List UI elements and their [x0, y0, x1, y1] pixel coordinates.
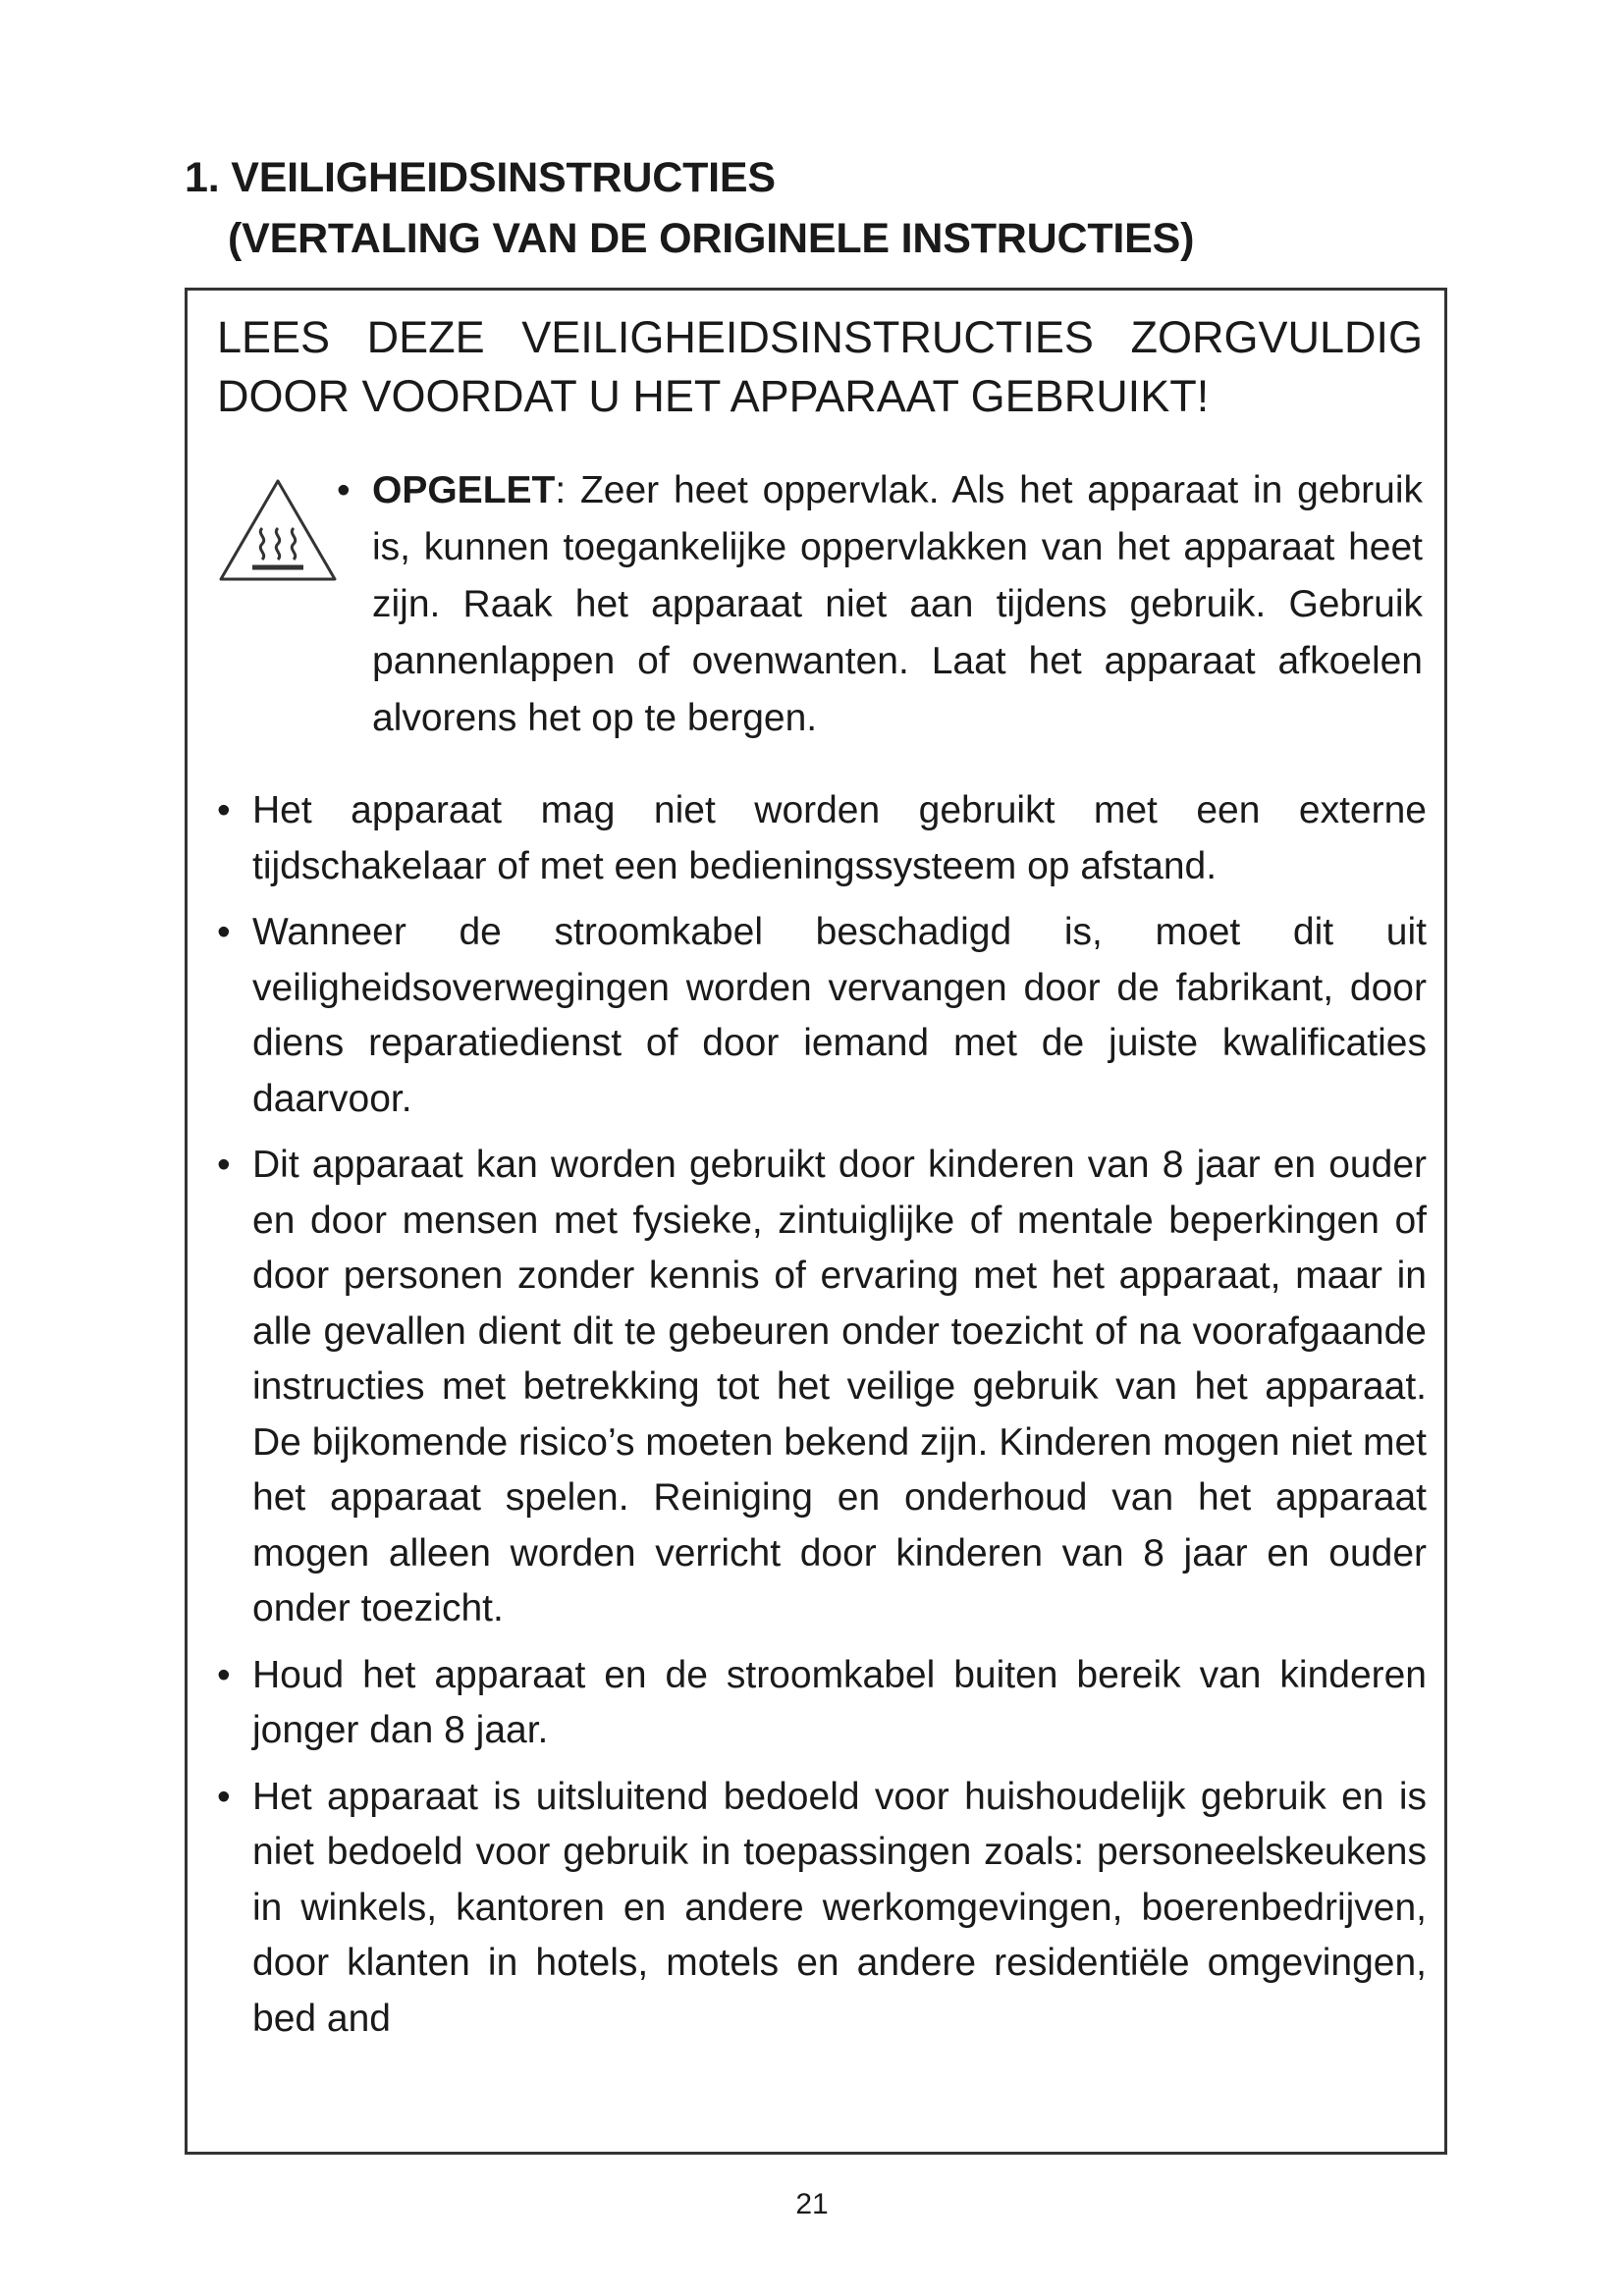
bullet: • — [217, 1144, 231, 1186]
list-item-text: Wanneer de stroomkabel beschadigd is, moet dit uit veiligheidsoverwegingen worden vervangen door de fabrikant, door diens reparatiedienst of door iemand met de juiste kwalificaties daarvoor. — [252, 911, 1427, 1120]
list-item — [217, 905, 1427, 1127]
safety-list — [217, 783, 1427, 2057]
list-item-text: Dit apparaat kan worden gebruikt door kinderen van 8 jaar en ouder en door mensen met fysieke, zintuiglijke of mentale beperkingen of door personen zonder kennis of ervaring met het apparaat, maar in alle gevallen dient dit te gebeuren onder toezicht of na voorafgaande instructies met betrekking tot het veilige gebruik van het apparaat. De bijkomende risico’s moeten bekend zijn. Kinderen mogen niet met het apparaat spelen. Reiniging en onderhoud van het apparaat mogen alleen worden verricht door kinderen van 8 jaar en ouder onder toezicht. — [252, 1144, 1427, 1629]
bullet: • — [337, 469, 351, 511]
list-item — [217, 1138, 1427, 1637]
safety-instructions-box — [185, 288, 1447, 2155]
intro-notice: LEES DEZE VEILIGHEIDSINSTRUCTIES ZORGVULDIG DOOR VOORDAT U HET APPARAAT GEBRUIKT! — [217, 312, 1423, 421]
heading-line-1: 1. VEILIGHEIDSINSTRUCTIES — [185, 154, 776, 201]
warning-text — [358, 462, 1423, 747]
list-item-text: Het apparaat is uitsluitend bedoeld voor huishoudelijk gebruik en is niet bedoeld voor gebruik in toepassingen zoals: personeelskeukens in winkels, kantoren en andere werkomgevingen, boerenbedrijven, door klanten in hotels, motels en andere residentiële omgevingen, bed and — [252, 1775, 1427, 2040]
bullet: • — [217, 1775, 231, 1818]
heading-line-2: (VERTALING VAN DE ORIGINELE INSTRUCTIES) — [228, 215, 1195, 262]
section-heading — [185, 147, 1194, 269]
hot-surface-warning — [337, 462, 1423, 747]
warning-label: OPGELET — [372, 469, 556, 511]
bullet: • — [217, 1653, 231, 1696]
list-item — [217, 1648, 1427, 1759]
warning-body: : Zeer heet oppervlak. Als het apparaat in gebruik is, kunnen toegankelijke oppervlakken van het apparaat heet zijn. Raak het apparaat niet aan tijdens gebruik. Gebruik pannenlappen of ovenwanten. Laat het apparaat afkoelen alvorens het op te bergen. — [372, 469, 1423, 739]
list-item — [217, 1770, 1427, 2048]
bullet: • — [217, 911, 231, 953]
list-item — [217, 783, 1427, 894]
hot-surface-warning-icon — [217, 477, 339, 583]
list-item-text: Houd het apparaat en de stroomkabel buiten bereik van kinderen jonger dan 8 jaar. — [252, 1653, 1427, 1751]
bullet: • — [217, 789, 231, 831]
list-item-text: Het apparaat mag niet worden gebruikt met een externe tijdschakelaar of met een bedieningssysteem op afstand. — [252, 789, 1427, 887]
page-number: 21 — [795, 2188, 829, 2220]
